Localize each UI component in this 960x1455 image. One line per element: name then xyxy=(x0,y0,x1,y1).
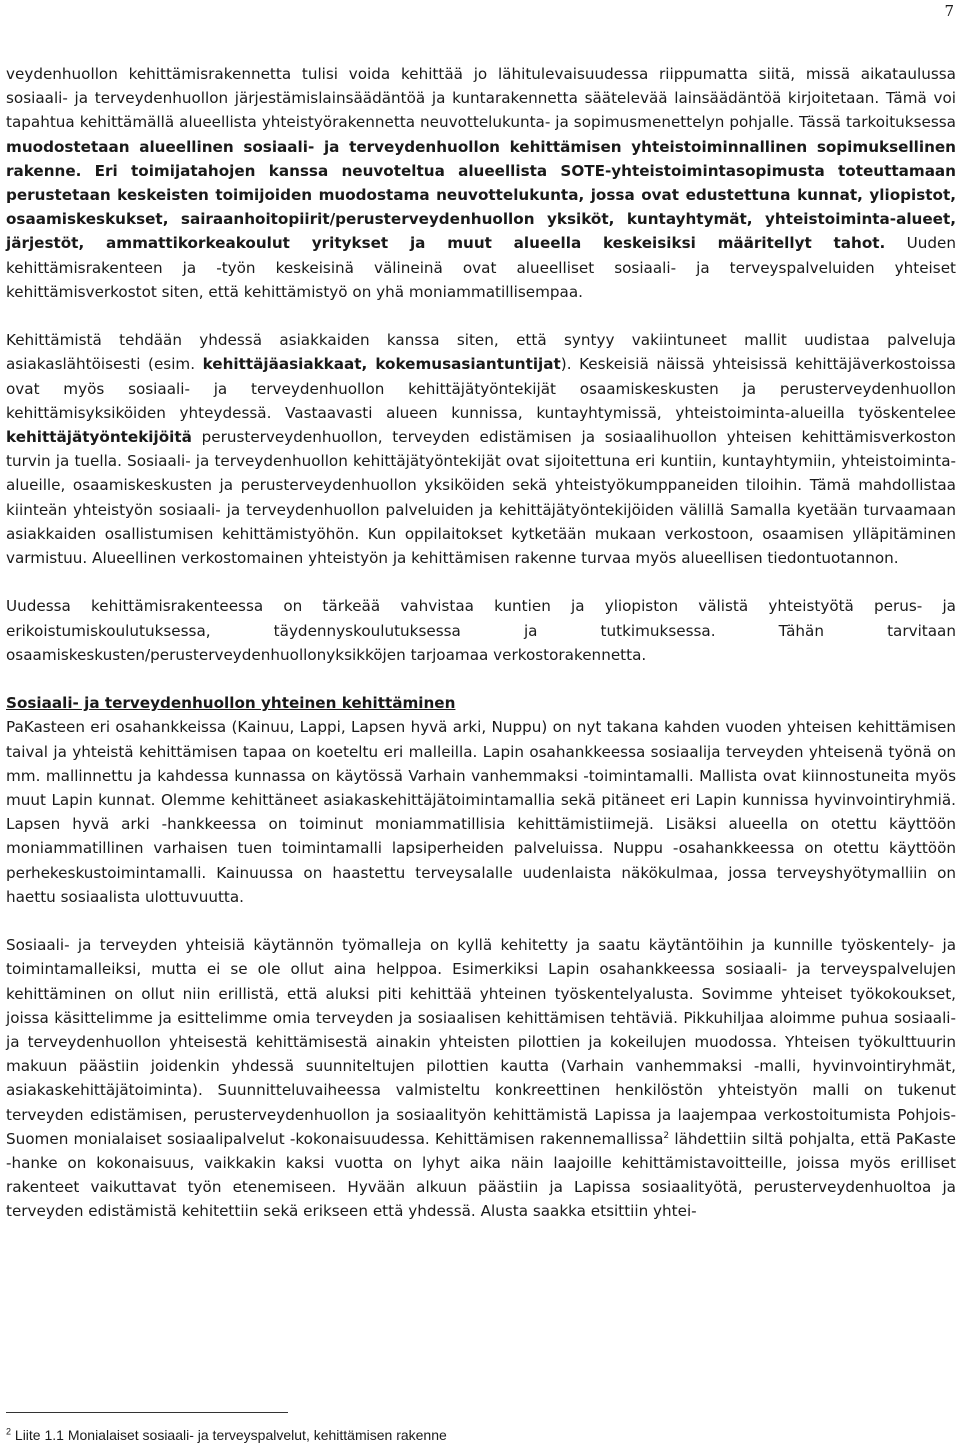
paragraph-5 xyxy=(6,933,956,1223)
paragraph-2-text-b: ). Keskeisiä näissä yhteisissä kehittäjäverkostoissa ovat myös sosiaali- ja terveydenhuollon kehittäjätyöntekijät osaamiskeskusten ja perusterveydenhuollon kehittämisyksiköiden yhteydessä. Vastaavasti alueen kunnissa, kuntayhtymissä, yhteistoiminta-alueilla työskentelee xyxy=(6,355,956,422)
paragraph-2 xyxy=(6,328,956,570)
paragraph-2-text-a: Kehittämistä tehdään yhdessä asiakkaiden kanssa siten, että syntyy vakiintuneet mallit uudistaa palveluja asiakaslähtöisesti (esim. xyxy=(6,331,956,374)
paragraph-1-text-a: veydenhuollon kehittämisrakennetta tulisi voida kehittää jo lähitulevaisuudessa riippumatta siitä, missä aikataulussa sosiaali- ja terveydenhuollon järjestämislainsäädäntöä ja kuntarakennetta säätelevää lainsäädäntöä kirjoitetaan. Tämä voi tapahtua kehittämällä alueellista yhteistyörakennetta neuvottelukunta- ja sopimusmenettelyn pohjalle. Tässä tarkoituksessa xyxy=(6,65,956,132)
paragraph-3: Uudessa kehittämisrakenteessa on tärkeää vahvistaa kuntien ja yliopiston välistä yhteistyötä perus- ja erikoistumiskoulutuksessa, täydennyskoulutuksessa ja tutkimuksessa. Tähän tarvitaan osaamiskeskusten/perusterveydenhuollonyksikköjen tarjoamaa verkostorakennetta. xyxy=(6,597,956,664)
footnote-marker: 2 xyxy=(6,1426,12,1437)
footnote-text: Liite 1.1 Monialaiset sosiaali- ja terveyspalvelut, kehittämisen rakenne xyxy=(11,1427,447,1443)
paragraph-5-text-a: Sosiaali- ja terveyden yhteisiä käytännön työmalleja on kyllä kehitetty ja saatu käytäntöihin ja kunnille työskentely- ja toimintamalleiksi, mutta ei se ole ollut aina helppoa. Esimerkiksi Lapin osahankkeessa sosiaali- ja terveyspalvelujen kehittäminen on ollut niin erillistä, että aluksi piti kehittää yhteinen työskentelyalusta. Sovimme yhteiset työkokoukset, joissa käsittelimme ja esittelimme omia terveyden ja sosiaalisen kehittämisen tehtäviä. Pikkuhiljaa aloimme puhua sosiaali- ja terveydenhuollon yhteisestä kehittämisestä ainakin yhteisten pilottien ja kokeilujen muodossa. Yhteisen työkulttuurin makuun päästiin joidenkin yhdessä suunniteltujen pilottien kautta (Varhain vanhemmaksi -malli, hyvinvointiryhmät, asiakaskehittäjätoiminta). Suunnitteluvaiheessa valmisteltu konkreettinen henkilöstön yhteistyön malli on tukenut terveyden edistämisen, perusterveydenhuollon ja sosiaalityön kehittämistä Lapissa ja laajempaa verkostoitumista Pohjois-Suomen monialaiset sosiaalipalvelut -kokonaisuudessa. Kehittämisen rakennemallissa xyxy=(6,936,956,1148)
footnote-reference[interactable]: 2 xyxy=(663,1130,670,1141)
paragraph-1 xyxy=(6,62,956,304)
paragraph-4: PaKasteen eri osahankkeissa (Kainuu, Lappi, Lapsen hyvä arki, Nuppu) on nyt takana kahden vuoden yhteisen kehittämisen taival ja yhteistä kehittämisen tapaa on koeteltu eri malleilla. Lapin osahankkeessa sosiaalija terveyden yhteisenä työnä on mm. mallinnettu ja kahdessa kunnassa on käytössä Varhain vanhemmaksi -toimintamalli. Mallista ovat kiinnostuneita myös muut Lapin kunnat. Olemme kehittäneet asiakaskehittäjätoimintamallia sekä pitäneet eri Lapin kunnissa hyvinvointiryhmiä. Lapsen hyvä arki -hankkeessa on toiminut moniammatillisia kehittämistiimejä. Lisäksi alueella on otettu käyttöön moniammatillinen varhaisen tuen toimintamalli lapsiperheiden palveluissa. Nuppu -osahankkeessa on otettu käyttöön perhekeskustoimintamalli. Kainuussa on haastettu terveysalalle uudenlaista näkökulmaa, jossa terveyshyötymalliin on haettu sosiaalista ulottuvuutta. xyxy=(6,718,956,906)
paragraph-2-text-c: perusterveydenhuollon, terveyden edistämisen ja sosiaalihuollon yhteisen kehittämisverkoston turvin ja tuella. Sosiaali- ja terveydenhuollon kehittäjätyöntekijät ovat sijoitettuna eri kuntiin, kuntayhtymiin, yhteistoiminta-alueille, osaamiskeskusten ja perusterveydenhuollon yksiköiden sekä yhteistyökumppaneiden tiloihin. Tämä mahdollistaa kiinteän yhteistyön sosiaali- ja terveydenhuollon palveluiden ja kehittäjätyöntekijöiden välillä Samalla kyetään turvaamaan asiakkaiden osallistumisen kehittämistyöhön. Kun oppilaitokset kytketään mukaan verkostoon, osaamisen ylläpitäminen varmistuu. Alueellinen verkostomainen yhteistyön ja kehittämisen rakenne turvaa myös alueellisen tiedontuotannon. xyxy=(6,428,956,568)
paragraph-1-text-b: Uuden kehittämisrakenteen ja -työn keskeisinä välineinä ovat alueelliset sosiaali- ja terveyspalveluiden yhteiset kehittämisverkostot siten, että kehittämistyö on yhä moniammatillisempaa. xyxy=(6,234,956,301)
page-number: 7 xyxy=(944,2,954,20)
section-heading: Sosiaali- ja terveydenhuollon yhteinen kehittäminen xyxy=(6,694,456,713)
paragraph-2-bold-a: kehittäjäasiakkaat, kokemusasiantuntijat xyxy=(202,355,561,374)
paragraph-2-bold-b: kehittäjätyöntekijöitä xyxy=(6,428,192,447)
document-body xyxy=(6,62,956,1224)
paragraph-1-bold-a: muodostetaan alueellinen sosiaali- ja terveydenhuollon kehittämisen yhteistoiminnallinen sopimuksellinen rakenne. Eri toimijatahojen kanssa neuvoteltua alueellista SOTE-yhteistoimintasopimusta toteuttamaan perustetaan keskeisten toimijoiden muodostama neuvottelukunta, jossa ovat edustettuna kunnat, yliopistot, osaamiskeskukset, sairaanhoitopiirit/perusterveydenhuollon yksiköt, kuntayhtymät, yhteistoiminta-alueet, järjestöt, ammattikorkeakoulut yritykset ja muut alueella keskeisiksi määritellyt tahot. xyxy=(6,137,956,253)
footnote xyxy=(6,1424,447,1446)
paragraph-5-text-b: lähdettiin siltä pohjalta, että PaKaste -hanke on kokonaisuus, vaikkakin kaksi vuotta on lyhyt aika näin laajoille kehittämistavoitteille, joissa myös erilliset rakenteet vaikuttavat työn etenemiseen. Hyvään alkuun päästiin ja Lapissa sosiaalityötä, perusterveydenhuoltoa ja terveyden edistämistä kehitettiin sekä erikseen että yhdessä. Alusta saakka etsittiin yhtei- xyxy=(6,1129,956,1221)
footnote-divider xyxy=(6,1412,288,1413)
